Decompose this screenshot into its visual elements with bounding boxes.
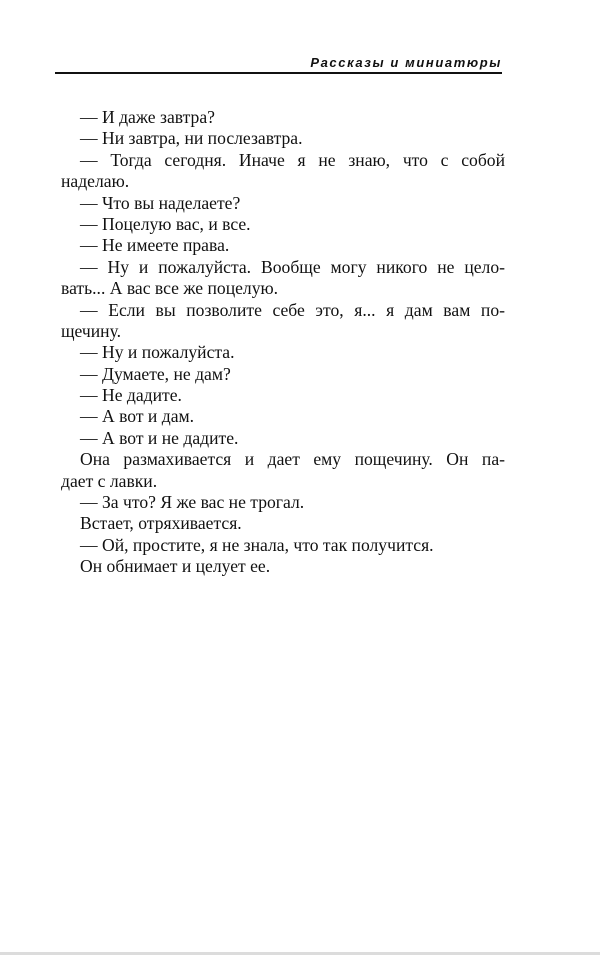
text-line: — Если вы позволите себе это, я... я дам вам по- <box>80 299 505 320</box>
text-line: Она размахивается и дает ему пощечину. Он па- <box>80 449 505 470</box>
text-line: наделаю. <box>61 171 130 192</box>
body-text <box>61 107 505 578</box>
text-line: — А вот и не дадите. <box>80 427 239 448</box>
running-title: Рассказы и миниатюры <box>310 55 502 70</box>
text-line: щечину. <box>61 320 122 341</box>
text-line: — Ну и пожалуйста. <box>80 342 235 363</box>
text-line: — Ни завтра, ни послезавтра. <box>80 128 303 149</box>
text-line: — А вот и дам. <box>80 406 195 427</box>
text-line: Он обнимает и целует ее. <box>80 556 271 577</box>
page-header <box>55 48 502 74</box>
header-rule <box>55 72 502 74</box>
text-line: — Не имеете права. <box>80 235 230 256</box>
text-line: — И даже завтра? <box>80 107 215 127</box>
text-line: дает с лавки. <box>61 470 158 491</box>
text-line: Встает, отряхивается. <box>80 513 242 534</box>
text-line: — Думаете, не дам? <box>80 363 231 384</box>
text-line: — Не дадите. <box>80 385 182 406</box>
text-line: — Ой, простите, я не знала, что так получится. <box>80 534 434 555</box>
text-line: — Что вы наделаете? <box>80 192 241 213</box>
text-line: — Ну и пожалуйста. Вообще могу никого не цело- <box>80 256 505 277</box>
text-line: — За что? Я же вас не трогал. <box>80 492 305 513</box>
text-line: — Тогда сегодня. Иначе я не знаю, что с собой <box>80 149 505 170</box>
text-line: — Поцелую вас, и все. <box>80 213 251 234</box>
text-line: вать... А вас все же поцелую. <box>61 278 279 299</box>
